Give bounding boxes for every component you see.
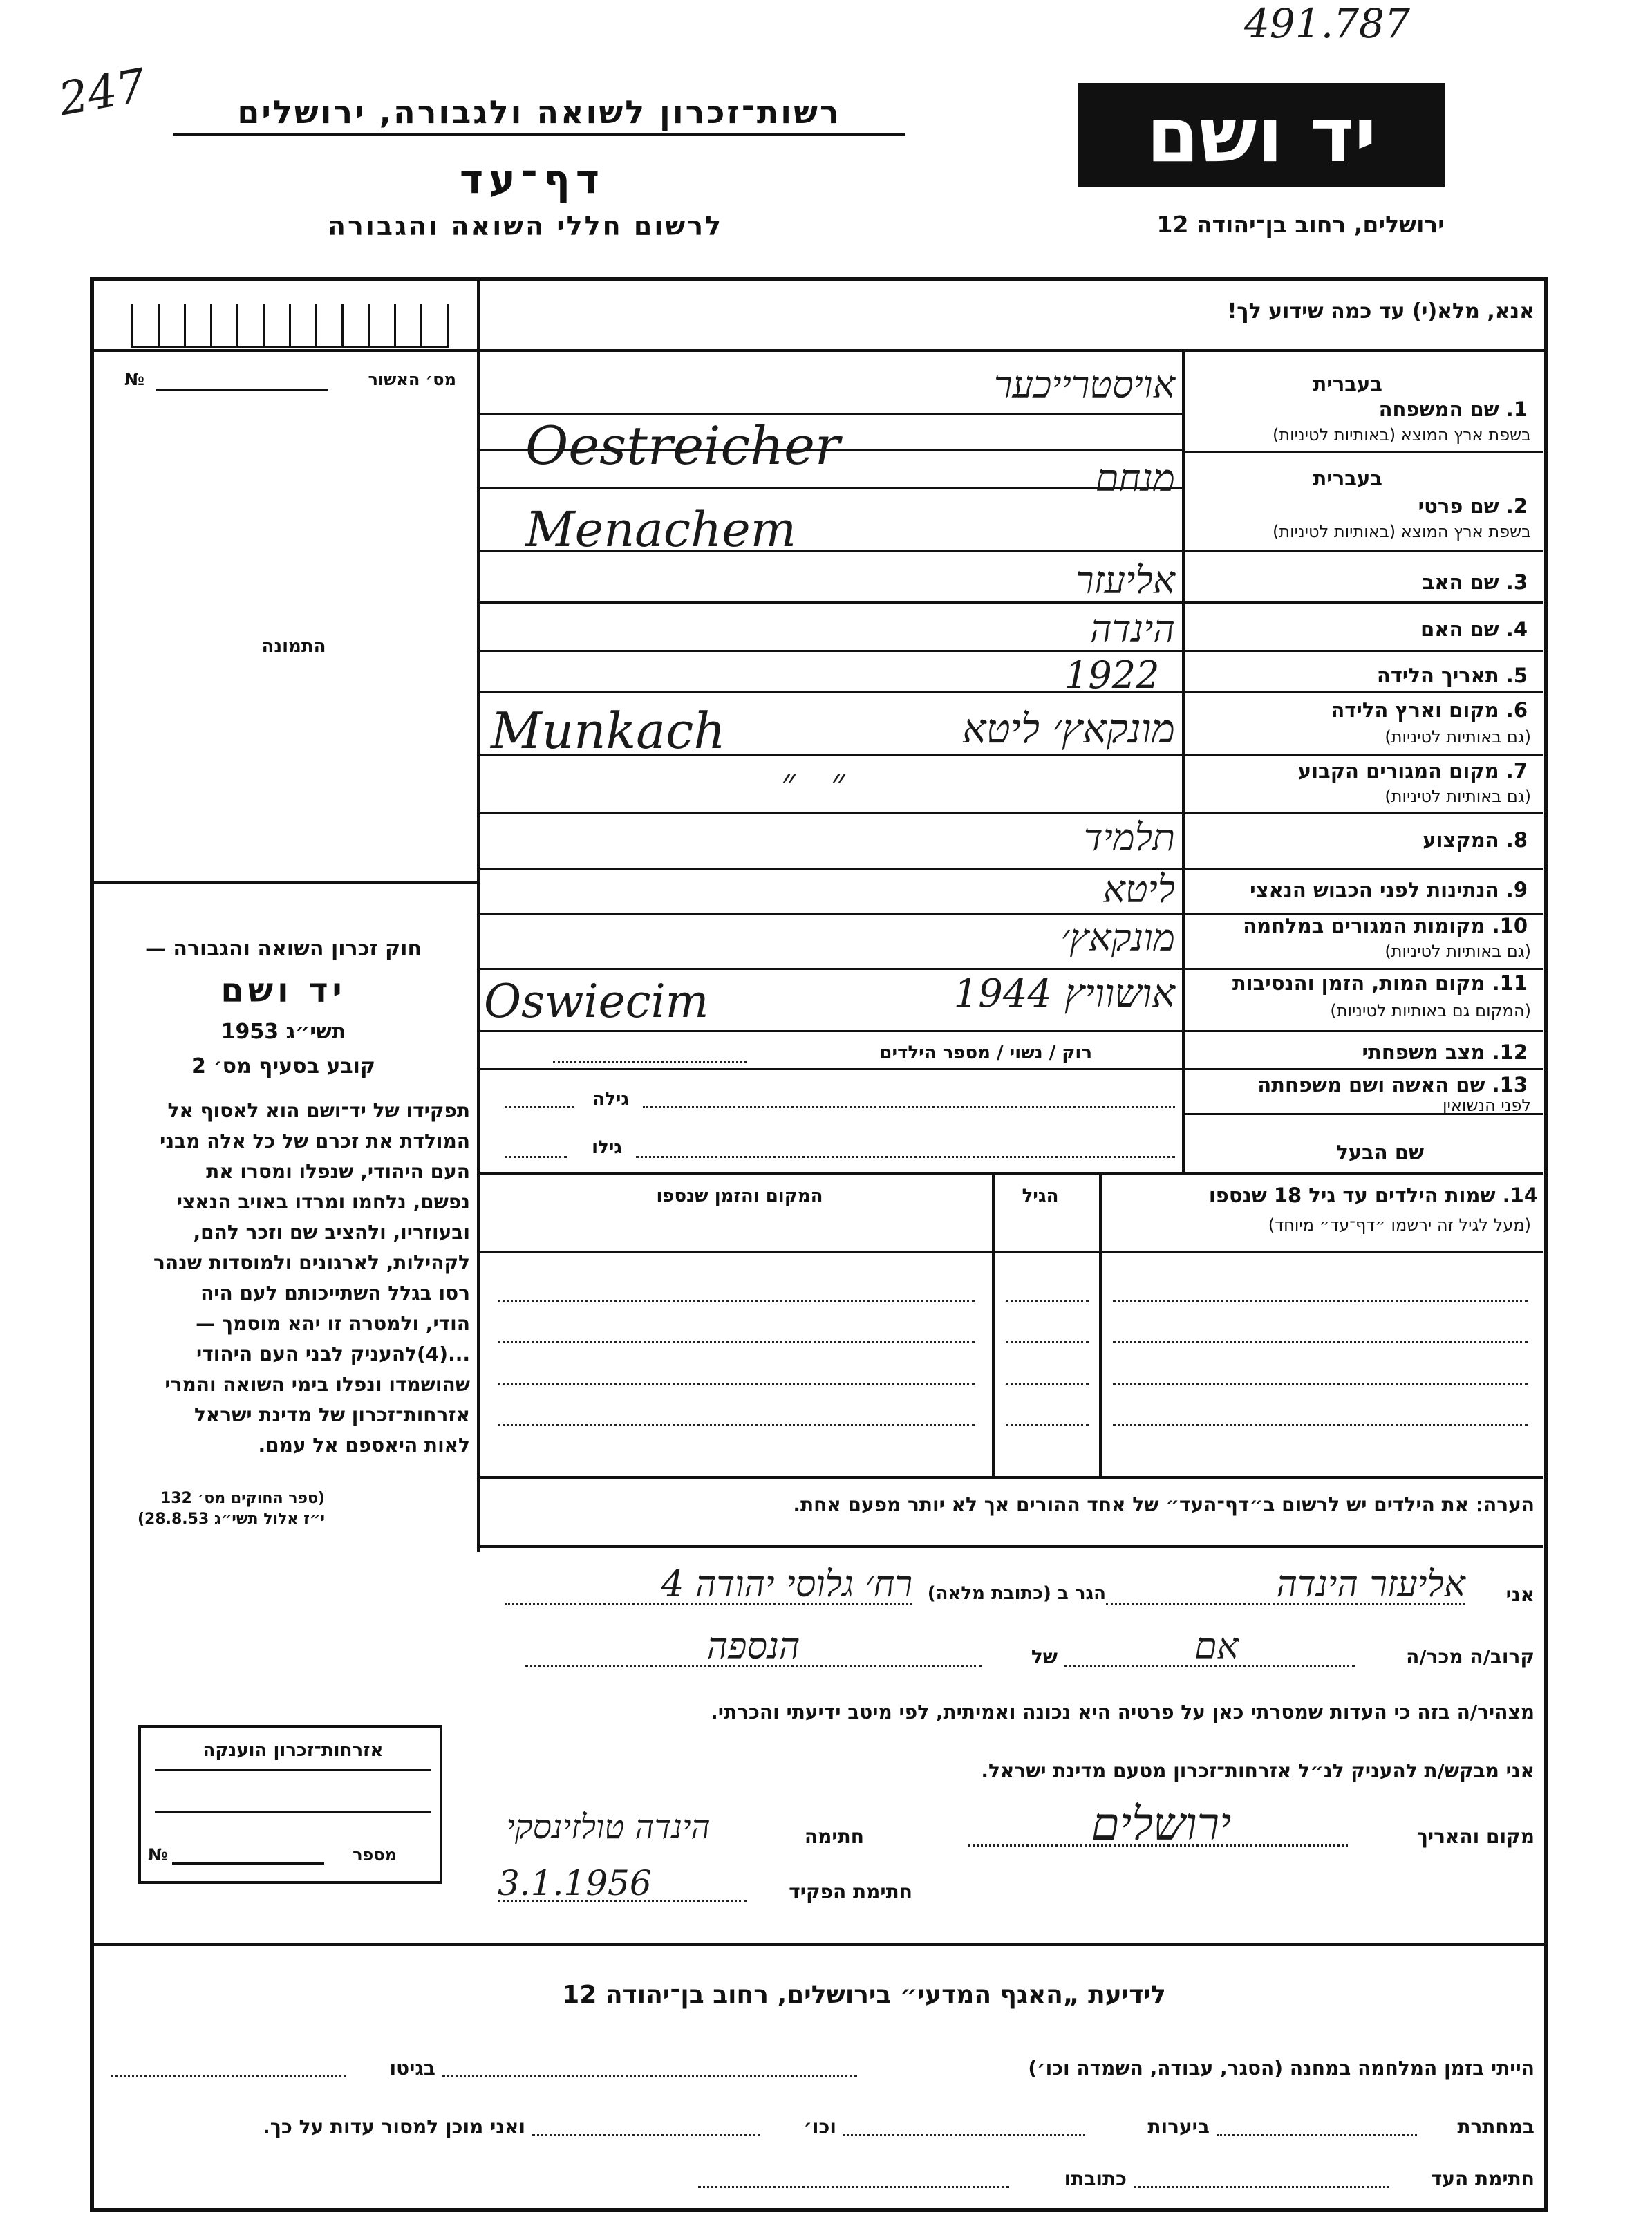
logo-text: יד ושם <box>1146 91 1377 179</box>
field-13-sub: לפני הנשואין <box>1442 1096 1531 1115</box>
field-1-lat-value[interactable]: Oestreicher <box>525 415 841 476</box>
field-num: 5. <box>1505 664 1528 687</box>
bottom-line2-d: ואני מוכן למסור עדות על כך. <box>263 2115 525 2138</box>
field-label-text: שם האב <box>1422 570 1499 594</box>
relative-label: קרוב/ה מכר/ה <box>1406 1645 1534 1668</box>
field-9-label <box>1196 878 1528 901</box>
field-1-heb-value[interactable]: אויסטרייכער <box>993 363 1175 407</box>
field-num: 10. <box>1492 914 1528 937</box>
law-line: המולדת את זכרם של כל אלה מבני <box>160 1130 470 1152</box>
yad-vashem-logo <box>1078 83 1445 187</box>
place-date-label: מקום והאריך <box>1416 1825 1534 1848</box>
field-num: 7. <box>1505 759 1528 783</box>
field-9-value[interactable]: ליטא <box>1102 868 1175 911</box>
field-label-text: מקום המגורים הקבוע <box>1297 759 1499 783</box>
law-line: שהושמדו ונפלו בימי השואה והמרי <box>165 1373 470 1396</box>
husband-age-label: גילו <box>592 1137 622 1158</box>
field-2-label <box>1196 494 1528 518</box>
field-7-sub: (גם באותיות לטיניות) <box>1385 787 1531 806</box>
field-num: 1. <box>1505 398 1528 421</box>
field-label-text: שמות הילדים עד גיל 18 שנספו <box>1208 1184 1496 1207</box>
field-4-value[interactable]: הינדה <box>1090 607 1175 651</box>
official-label: חתימת הפקיד <box>789 1880 912 1903</box>
field-num: 8. <box>1505 828 1528 852</box>
form-subtitle: לרשום חללי השואה והגבורה <box>327 211 724 241</box>
law-line: לקהילות, לארגונים ולמוסדות שנהר <box>153 1251 470 1274</box>
law-line: רסו בגלל השתייכותם לעם היה <box>200 1282 470 1305</box>
field-2-sub: בשפת ארץ המוצא (באותיות לטיניות) <box>1273 522 1531 541</box>
bottom-line2-c: וכו׳ <box>803 2115 836 2138</box>
field-label-text: מקומות המגורים במלחמה <box>1243 914 1485 937</box>
law-line: נפשם, נלחמו ומרדו באויב הנאצי <box>176 1190 470 1213</box>
field-6-label <box>1196 698 1528 722</box>
law-citation-2: י״ז אלול תשי״ג 28.8.53) <box>137 1511 325 1528</box>
law-clause: קובע בסעיף מס׳ 2 <box>191 1054 376 1078</box>
field-5-value[interactable]: 1922 <box>1064 653 1160 697</box>
reg-no-label: מס׳ האשור <box>368 370 456 389</box>
field-11-label <box>1196 971 1528 995</box>
of-label: של <box>1031 1645 1058 1668</box>
field-10-label <box>1196 914 1528 937</box>
citizenship-no-symbol: № <box>148 1845 168 1865</box>
signature-label: חתימה <box>804 1825 864 1848</box>
husband-label: שם הבעל <box>1336 1141 1424 1164</box>
bottom-line3-a: חתימת העד <box>1430 2167 1534 2190</box>
page-mark: 247 <box>55 58 150 127</box>
of-value[interactable]: הנספה <box>706 1626 800 1667</box>
field-2-heb-value[interactable]: מנחם <box>1095 456 1175 500</box>
field-1-sub: בשפת ארץ המוצא (באותיות לטיניות) <box>1273 425 1531 445</box>
request-text: אני מבקש/ת להעניק לנ״ל אזרחות־זכרון מטעם מדינת ישראל. <box>981 1759 1534 1782</box>
relation-value[interactable]: אם <box>1194 1626 1239 1667</box>
field-11-heb-value[interactable]: אושוויץ 1944 <box>953 971 1175 1016</box>
children-place-col: המקום והזמן שנספו <box>656 1186 823 1206</box>
field-8-label <box>1196 828 1528 852</box>
field-12-label <box>1196 1040 1528 1064</box>
instructions: אנא, מלא(י) עד כמה שידוע לך! <box>1227 299 1534 324</box>
law-line: תפקידו של יד־ושם הוא לאסוף אל <box>167 1099 470 1122</box>
bottom-heading: לידיעת „האגף המדעי״ בירושלים, רחוב בן־יהודה 12 <box>562 1981 1166 2009</box>
authority-underline <box>173 133 905 136</box>
field-label-text: מצב משפחתי <box>1362 1040 1485 1064</box>
field-12-value[interactable]: רוק / נשוי / מספר הילדים <box>879 1043 1092 1063</box>
signature-value[interactable]: הינדה טולזינסקי <box>506 1808 711 1847</box>
field-2-heb-tag: בעברית <box>1313 467 1382 490</box>
field-11-sub: (המקום גם באותיות לטיניות) <box>1330 1001 1531 1020</box>
bottom-line1-a: הייתי בזמן המלחמה במחנה (הסגר, עבודה, השמדה וכו׳) <box>1028 2057 1534 2080</box>
law-line: העם היהודי, שנפלו ומסרו את <box>206 1160 470 1183</box>
law-line: הודי, ולמטרה זו יהא מוסמך — <box>196 1312 470 1335</box>
resides-label: הגר ב (כתובת מלאה) <box>927 1583 1106 1604</box>
field-10-sub: (גם באותיות לטיניות) <box>1385 942 1531 961</box>
reg-no-symbol: № <box>124 370 144 389</box>
field-6-heb-value[interactable]: מונקאץ׳ ליטא <box>961 705 1175 752</box>
declarant-i-label: אני <box>1505 1583 1534 1606</box>
declarant-address[interactable]: רח׳ גלוסי יהודה 4 <box>661 1564 912 1605</box>
field-10-value[interactable]: מונקאץ׳ <box>1060 916 1175 960</box>
field-label-text: שם המשפחה <box>1378 398 1499 421</box>
stamp-ticks <box>131 304 449 348</box>
law-line: ...(4)להעניק לבני העם היהודי <box>196 1343 470 1365</box>
bottom-line2-a: במחתרת <box>1457 2115 1534 2138</box>
field-num: 11. <box>1492 971 1528 995</box>
field-13-age-label: גילה <box>592 1089 629 1110</box>
field-1-heb-tag: בעברית <box>1313 372 1382 395</box>
field-label-text: שם פרטי <box>1418 494 1499 518</box>
field-3-label <box>1196 570 1528 594</box>
field-num: 14. <box>1502 1184 1538 1207</box>
bottom-line3-b: כתובתו <box>1064 2167 1127 2190</box>
law-line: אזרחות־זכרון של מדינת ישראל <box>194 1403 470 1426</box>
field-8-value[interactable]: תלמיד <box>1083 816 1175 859</box>
field-num: 12. <box>1492 1040 1528 1064</box>
law-body <box>97 1096 470 1461</box>
field-num: 4. <box>1505 617 1528 641</box>
children-label <box>1102 1184 1538 1207</box>
declarant-name[interactable]: אליעזר הינדה <box>1276 1564 1465 1605</box>
field-label-text: הנתינות לפני הכבוש הנאצי <box>1250 878 1499 901</box>
field-label-text: המקצוע <box>1423 828 1499 852</box>
field-11-lat-value[interactable]: Oswiecim <box>484 975 709 1028</box>
law-citation-1: (ספר החוקים מס׳ 132 <box>160 1490 325 1507</box>
children-sub: (מעל לגיל זה ירשמו ״דף־עד״ מיוחד) <box>1268 1215 1531 1235</box>
bottom-line2-b: ביערות <box>1147 2115 1210 2138</box>
photo-label: התמונה <box>261 636 326 657</box>
field-6-lat-value[interactable]: Munkach <box>491 702 726 760</box>
law-year: תשי״ג 1953 <box>220 1020 346 1044</box>
field-num: 6. <box>1505 698 1528 722</box>
note: הערה: את הילדים יש לרשום ב״דף־העד״ של אחד ההורים אך לא יותר מפעם אחת. <box>793 1493 1534 1516</box>
archive-number: 491.787 <box>1244 0 1410 47</box>
field-label-text: מקום המות, הזמן והנסיבות <box>1232 971 1485 995</box>
field-num: 9. <box>1505 878 1528 901</box>
field-num: 13. <box>1492 1073 1528 1096</box>
citizenship-box <box>138 1725 442 1884</box>
children-age-col: הגיל <box>1022 1186 1059 1206</box>
citizenship-number-label: מספר <box>353 1845 397 1865</box>
place-date-value[interactable]: ירושלים <box>1091 1797 1232 1851</box>
field-7-label <box>1196 759 1528 783</box>
field-label-text: שם האם <box>1420 617 1499 641</box>
address: ירושלים, רחוב בן־יהודה 12 <box>1156 211 1445 238</box>
field-5-label <box>1196 664 1528 687</box>
field-13-label <box>1196 1073 1528 1096</box>
field-1-label <box>1196 398 1528 421</box>
field-num: 3. <box>1505 570 1528 594</box>
field-7-value[interactable]: ״ ״ <box>781 760 845 804</box>
field-4-label <box>1196 617 1528 641</box>
field-label-text: שם האשה ושם משפחתה <box>1257 1073 1485 1096</box>
bottom-line1-b: בגיטו <box>389 2057 435 2080</box>
law-line: ובעוזריו, ולהציב שם וזכר להם, <box>193 1221 470 1244</box>
field-3-value[interactable]: אליעזר <box>1076 559 1175 602</box>
law-name: יד ושם <box>220 971 346 1010</box>
field-6-sub: (גם באותיות לטיניות) <box>1385 727 1531 747</box>
official-value[interactable]: 3.1.1956 <box>498 1863 652 1903</box>
form-title: דף־עד <box>459 156 606 203</box>
law-title: חוק זכרון השואה והגבורה — <box>144 937 422 961</box>
field-label-text: תאריך הלידה <box>1376 664 1499 687</box>
citizenship-title: אזרחות־זכרון הוענקה <box>203 1740 384 1761</box>
field-label-text: מקום וארץ הלידה <box>1331 698 1499 722</box>
law-line: לאות היאספם אל עמם. <box>258 1434 470 1457</box>
declare-text: מצהיר/ה בזה כי העדות שמסרתי כאן על פרטיה היא נכונה ואמיתית, לפי מיטב ידיעתי והכרתי. <box>711 1701 1534 1723</box>
field-num: 2. <box>1505 494 1528 518</box>
field-2-lat-value[interactable]: Menachem <box>525 501 797 558</box>
authority-title: רשות־זכרון לשואה ולגבורה, ירושלים <box>237 93 841 131</box>
